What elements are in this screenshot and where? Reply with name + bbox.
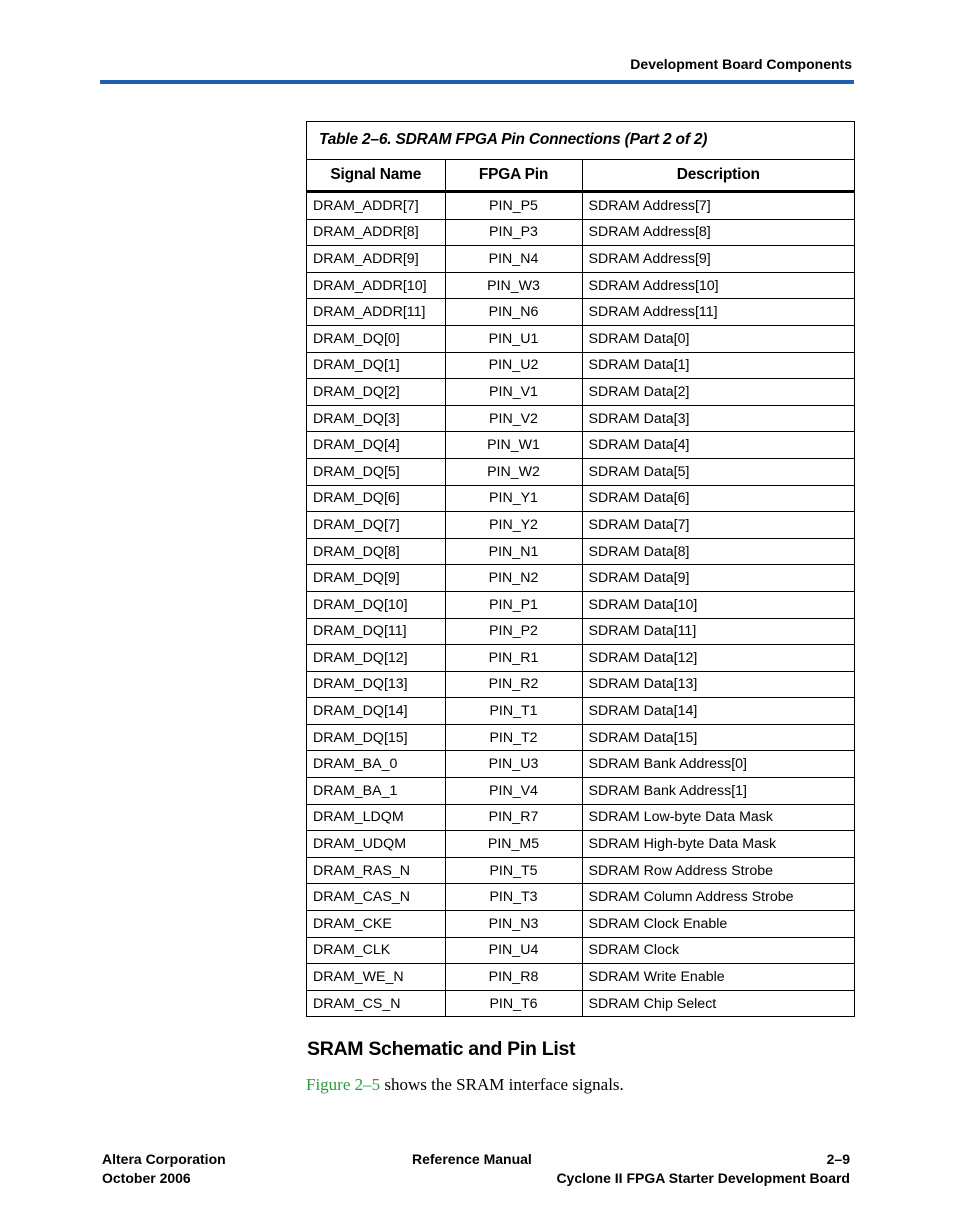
- cell-signal-name: DRAM_DQ[5]: [307, 458, 445, 485]
- table-caption: Table 2–6. SDRAM FPGA Pin Connections (Part 2 of 2): [307, 122, 854, 160]
- cell-fpga-pin: PIN_U1: [445, 325, 582, 352]
- cell-description: SDRAM Data[7]: [582, 512, 854, 539]
- cell-fpga-pin: PIN_N6: [445, 299, 582, 326]
- table-header-row: [307, 160, 854, 192]
- table-row: [307, 272, 854, 299]
- table-row: [307, 591, 854, 618]
- cell-fpga-pin: PIN_N2: [445, 565, 582, 592]
- table-row: [307, 299, 854, 326]
- cell-signal-name: DRAM_ADDR[7]: [307, 192, 445, 220]
- cell-fpga-pin: PIN_R8: [445, 964, 582, 991]
- cell-signal-name: DRAM_WE_N: [307, 964, 445, 991]
- footer-center: [412, 1150, 532, 1169]
- table-row: [307, 432, 854, 459]
- cell-description: SDRAM Data[14]: [582, 698, 854, 725]
- cell-description: SDRAM Clock Enable: [582, 911, 854, 938]
- cell-signal-name: DRAM_CAS_N: [307, 884, 445, 911]
- table-row: [307, 884, 854, 911]
- cell-fpga-pin: PIN_U3: [445, 751, 582, 778]
- section-body-text: shows the SRAM interface signals.: [380, 1075, 624, 1094]
- cell-signal-name: DRAM_DQ[10]: [307, 591, 445, 618]
- cell-fpga-pin: PIN_V4: [445, 778, 582, 805]
- cell-signal-name: DRAM_RAS_N: [307, 857, 445, 884]
- table-row: [307, 964, 854, 991]
- cell-fpga-pin: PIN_N3: [445, 911, 582, 938]
- cell-fpga-pin: PIN_W3: [445, 272, 582, 299]
- cell-description: SDRAM Data[9]: [582, 565, 854, 592]
- cell-fpga-pin: PIN_T3: [445, 884, 582, 911]
- table-row: [307, 778, 854, 805]
- section-body: [306, 1075, 624, 1095]
- cell-signal-name: DRAM_ADDR[8]: [307, 219, 445, 246]
- table-row: [307, 751, 854, 778]
- table-row: [307, 671, 854, 698]
- running-header: Development Board Components: [630, 56, 852, 72]
- cell-signal-name: DRAM_DQ[14]: [307, 698, 445, 725]
- cell-description: SDRAM Address[10]: [582, 272, 854, 299]
- cell-signal-name: DRAM_DQ[15]: [307, 724, 445, 751]
- cell-signal-name: DRAM_ADDR[9]: [307, 246, 445, 273]
- table-row: [307, 379, 854, 406]
- cell-signal-name: DRAM_ADDR[10]: [307, 272, 445, 299]
- table-row: [307, 246, 854, 273]
- table-row: [307, 857, 854, 884]
- cell-fpga-pin: PIN_R7: [445, 804, 582, 831]
- cell-signal-name: DRAM_BA_0: [307, 751, 445, 778]
- cell-fpga-pin: PIN_V1: [445, 379, 582, 406]
- cell-fpga-pin: PIN_T2: [445, 724, 582, 751]
- table-row: [307, 405, 854, 432]
- cell-description: SDRAM Data[11]: [582, 618, 854, 645]
- cell-signal-name: DRAM_DQ[1]: [307, 352, 445, 379]
- cell-fpga-pin: PIN_T5: [445, 857, 582, 884]
- footer-company: Altera Corporation: [102, 1151, 226, 1167]
- cell-signal-name: DRAM_LDQM: [307, 804, 445, 831]
- cell-signal-name: DRAM_DQ[0]: [307, 325, 445, 352]
- cell-description: SDRAM Bank Address[0]: [582, 751, 854, 778]
- cell-fpga-pin: PIN_N1: [445, 538, 582, 565]
- cell-fpga-pin: PIN_P3: [445, 219, 582, 246]
- column-header-signal-name: Signal Name: [307, 160, 445, 192]
- cell-signal-name: DRAM_DQ[6]: [307, 485, 445, 512]
- cell-fpga-pin: PIN_Y2: [445, 512, 582, 539]
- cell-description: SDRAM Address[7]: [582, 192, 854, 220]
- cell-signal-name: DRAM_DQ[3]: [307, 405, 445, 432]
- cell-signal-name: DRAM_UDQM: [307, 831, 445, 858]
- footer-date: October 2006: [102, 1170, 191, 1186]
- cell-description: SDRAM High-byte Data Mask: [582, 831, 854, 858]
- cell-fpga-pin: PIN_R1: [445, 645, 582, 672]
- cell-description: SDRAM Data[6]: [582, 485, 854, 512]
- cell-description: SDRAM Data[15]: [582, 724, 854, 751]
- table-row: [307, 219, 854, 246]
- cell-description: SDRAM Data[13]: [582, 671, 854, 698]
- cell-description: SDRAM Chip Select: [588, 995, 717, 1012]
- table-row: [307, 831, 854, 858]
- cell-signal-name: DRAM_CKE: [307, 911, 445, 938]
- cell-description: SDRAM Address[9]: [582, 246, 854, 273]
- cell-fpga-pin: PIN_P5: [445, 192, 582, 220]
- table-row: [307, 645, 854, 672]
- cell-description: SDRAM Data[5]: [582, 458, 854, 485]
- footer-right: [556, 1150, 850, 1188]
- table-row: [307, 937, 854, 964]
- table-row: [307, 192, 854, 220]
- cell-description: SDRAM Bank Address[1]: [582, 778, 854, 805]
- column-header-description: Description: [582, 160, 854, 192]
- cell-description: SDRAM Data[10]: [582, 591, 854, 618]
- table-row: [307, 458, 854, 485]
- cell-description: SDRAM Low-byte Data Mask: [582, 804, 854, 831]
- table-row: [307, 698, 854, 725]
- table-row: [307, 538, 854, 565]
- table-row: [307, 512, 854, 539]
- cell-description: SDRAM Address[8]: [582, 219, 854, 246]
- cell-signal-name: DRAM_DQ[9]: [307, 565, 445, 592]
- cell-signal-name: DRAM_DQ[11]: [307, 618, 445, 645]
- cell-signal-name: DRAM_ADDR[11]: [307, 299, 445, 326]
- cell-signal-name: DRAM_DQ[12]: [307, 645, 445, 672]
- cell-description: SDRAM Data[3]: [582, 405, 854, 432]
- cell-signal-name: DRAM_DQ[2]: [307, 379, 445, 406]
- cell-fpga-pin: PIN_U2: [445, 352, 582, 379]
- table-row: [307, 911, 854, 938]
- cell-fpga-pin: PIN_U4: [445, 937, 582, 964]
- column-header-fpga-pin: FPGA Pin: [445, 160, 582, 192]
- cell-description: SDRAM Address[11]: [582, 299, 854, 326]
- table-row: [307, 352, 854, 379]
- footer-product: Cyclone II FPGA Starter Development Board: [556, 1170, 850, 1186]
- cell-fpga-pin: PIN_W1: [445, 432, 582, 459]
- header-rule: [100, 80, 854, 84]
- cell-description: SDRAM Data[12]: [582, 645, 854, 672]
- table-row: [307, 724, 854, 751]
- cell-fpga-pin: PIN_P1: [445, 591, 582, 618]
- cell-fpga-pin: PIN_V2: [445, 405, 582, 432]
- cell-signal-name: DRAM_DQ[7]: [307, 512, 445, 539]
- cell-fpga-pin: PIN_Y1: [445, 485, 582, 512]
- cell-description: SDRAM Data[8]: [582, 538, 854, 565]
- cell-signal-name: DRAM_DQ[8]: [307, 538, 445, 565]
- cell-signal-name: DRAM_CS_N: [307, 990, 445, 1016]
- cell-description: SDRAM Data[2]: [582, 379, 854, 406]
- cell-fpga-pin: PIN_N4: [445, 246, 582, 273]
- cell-description: SDRAM Write Enable: [582, 964, 854, 991]
- cell-description: SDRAM Data[1]: [582, 352, 854, 379]
- table-row: [307, 485, 854, 512]
- table-row: [307, 618, 854, 645]
- figure-link[interactable]: Figure 2–5: [306, 1075, 381, 1094]
- cell-fpga-pin: PIN_T1: [445, 698, 582, 725]
- cell-fpga-pin: PIN_T6: [445, 990, 582, 1016]
- cell-description: SDRAM Data[4]: [582, 432, 854, 459]
- cell-signal-name: DRAM_DQ[4]: [307, 432, 445, 459]
- table-body: [307, 192, 854, 1017]
- cell-signal-name: DRAM_BA_1: [307, 778, 445, 805]
- cell-description: SDRAM Clock: [582, 937, 854, 964]
- pin-connections-table: [307, 160, 854, 1016]
- cell-fpga-pin: PIN_W2: [445, 458, 582, 485]
- table-row: [307, 325, 854, 352]
- footer-doc-type: Reference Manual: [412, 1151, 532, 1167]
- table-row: [307, 804, 854, 831]
- cell-signal-name: DRAM_DQ[13]: [307, 671, 445, 698]
- pin-table: [306, 121, 855, 1017]
- footer-left: [102, 1150, 226, 1188]
- cell-description: SDRAM Column Address Strobe: [582, 884, 854, 911]
- table-row: [307, 565, 854, 592]
- section-title: SRAM Schematic and Pin List: [307, 1038, 576, 1060]
- cell-fpga-pin: PIN_P2: [445, 618, 582, 645]
- page-number: 2–9: [826, 1151, 850, 1167]
- cell-fpga-pin: PIN_M5: [445, 831, 582, 858]
- table-row: [307, 990, 854, 1016]
- cell-fpga-pin: PIN_R2: [445, 671, 582, 698]
- cell-description: SDRAM Row Address Strobe: [582, 857, 854, 884]
- cell-description: SDRAM Data[0]: [582, 325, 854, 352]
- cell-signal-name: DRAM_CLK: [307, 937, 445, 964]
